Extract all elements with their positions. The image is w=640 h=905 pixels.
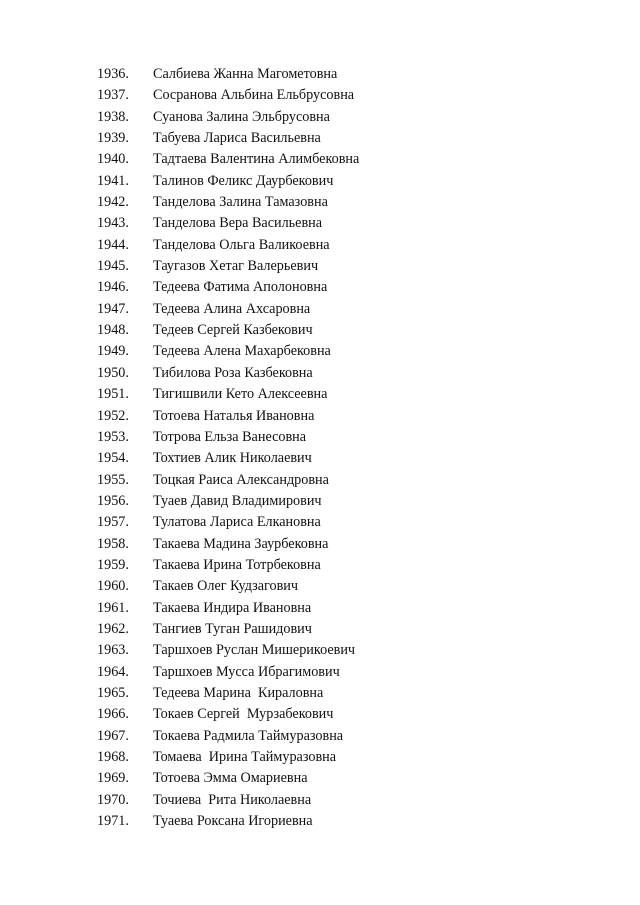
entry-number: 1968. bbox=[97, 749, 129, 765]
entry-number: 1945. bbox=[97, 258, 129, 275]
entry-number: 1937. bbox=[97, 87, 129, 104]
entry-number: 1963. bbox=[97, 642, 129, 659]
entry-number: 1964. bbox=[97, 663, 129, 680]
list-item bbox=[97, 128, 359, 149]
entry-number: 1956. bbox=[97, 492, 129, 509]
entry-number: 1954. bbox=[97, 450, 129, 467]
entry-name: Тигишвили Кето Алексеевна bbox=[153, 386, 328, 403]
list-item bbox=[97, 64, 359, 85]
list-item bbox=[97, 683, 359, 704]
entry-name: Танделова Залина Тамазовна bbox=[153, 194, 328, 211]
entry-name: Таршхоев Мусса Ибрагимович bbox=[153, 663, 340, 680]
entry-number: 1959. bbox=[97, 556, 129, 573]
entry-name: Таршхоев Руслан Мишерикоевич bbox=[153, 642, 356, 659]
entry-number: 1941. bbox=[97, 172, 129, 189]
list-item bbox=[97, 619, 359, 640]
list-item bbox=[97, 85, 359, 106]
list-item bbox=[97, 427, 359, 448]
entry-name: Сосранова Альбина Ельбрусовна bbox=[153, 87, 355, 104]
entry-number: 1955. bbox=[97, 471, 129, 488]
entry-number: 1948. bbox=[97, 322, 129, 339]
entry-name: Таугазов Хетаг Валерьевич bbox=[153, 258, 319, 275]
entry-number: 1943. bbox=[97, 215, 129, 232]
list-item bbox=[97, 640, 359, 661]
list-item bbox=[97, 149, 359, 170]
entry-name: Тангиев Туган Рашидович bbox=[153, 620, 312, 637]
list-item bbox=[97, 768, 359, 789]
list-item bbox=[97, 341, 359, 362]
entry-name: Танделова Вера Васильевна bbox=[153, 215, 323, 232]
list-item bbox=[97, 662, 359, 683]
list-item bbox=[97, 213, 359, 234]
list-item bbox=[97, 192, 359, 213]
entry-number: 1969. bbox=[97, 770, 129, 787]
entry-name: Салбиева Жанна Магометовна bbox=[153, 66, 338, 82]
list-item bbox=[97, 448, 359, 469]
list-item bbox=[97, 171, 359, 192]
entry-number: 1971. bbox=[97, 813, 129, 830]
list-item bbox=[97, 704, 359, 725]
entry-number: 1947. bbox=[97, 300, 129, 317]
list-item bbox=[97, 235, 359, 256]
entry-number: 1962. bbox=[97, 620, 129, 637]
entry-name: Тулатова Лариса Елкановна bbox=[153, 514, 321, 531]
entry-name: Туаева Роксана Игориевна bbox=[153, 813, 313, 830]
entry-number: 1946. bbox=[97, 279, 129, 296]
entry-name: Тотоева Наталья Ивановна bbox=[153, 407, 315, 424]
entry-name: Такаев Олег Кудзагович bbox=[153, 578, 298, 595]
entry-name: Такаева Индира Ивановна bbox=[153, 599, 312, 616]
entry-name: Талинов Феликс Даурбекович bbox=[153, 172, 334, 189]
entry-number: 1960. bbox=[97, 578, 129, 595]
entry-name: Такаева Мадина Заурбековна bbox=[153, 535, 329, 552]
entry-name: Тедеева Марина Кираловна bbox=[153, 684, 324, 701]
entry-number: 1970. bbox=[97, 791, 129, 808]
list-item bbox=[97, 747, 359, 768]
entry-name: Тедеев Сергей Казбекович bbox=[153, 322, 313, 339]
entry-number: 1939. bbox=[97, 130, 129, 147]
list-item bbox=[97, 811, 359, 832]
entry-number: 1944. bbox=[97, 236, 129, 253]
list-item bbox=[97, 107, 359, 128]
entry-name: Тотоева Эмма Омариевна bbox=[153, 770, 308, 787]
entry-number: 1950. bbox=[97, 364, 129, 381]
entry-name: Тоцкая Раиса Александровна bbox=[153, 471, 329, 488]
entry-name: Точиева Рита Николаевна bbox=[153, 791, 312, 808]
entry-number: 1953. bbox=[97, 428, 129, 445]
list-item bbox=[97, 277, 359, 298]
entry-name: Туаев Давид Владимирович bbox=[153, 492, 322, 509]
list-item bbox=[97, 598, 359, 619]
numbered-name-list bbox=[97, 64, 359, 832]
entry-number: 1940. bbox=[97, 151, 129, 168]
list-item bbox=[97, 363, 359, 384]
list-item bbox=[97, 491, 359, 512]
entry-name: Тохтиев Алик Николаевич bbox=[153, 450, 312, 467]
entry-name: Токаева Радмила Таймуразовна bbox=[153, 727, 344, 744]
entry-name: Тедеева Алина Ахсаровна bbox=[153, 300, 311, 317]
entry-name: Томаева Ирина Таймуразовна bbox=[153, 749, 337, 765]
list-item bbox=[97, 555, 359, 576]
entry-name: Токаев Сергей Мурзабекович bbox=[153, 706, 334, 723]
entry-number: 1942. bbox=[97, 194, 129, 211]
entry-name: Такаева Ирина Тотрбековна bbox=[153, 556, 321, 573]
list-item bbox=[97, 299, 359, 320]
entry-name: Тотрова Ельза Ванесовна bbox=[153, 428, 307, 445]
list-item bbox=[97, 406, 359, 427]
entry-name: Тибилова Роза Казбековна bbox=[153, 364, 313, 381]
entry-number: 1938. bbox=[97, 108, 129, 125]
entry-number: 1949. bbox=[97, 343, 129, 360]
list-item bbox=[97, 384, 359, 405]
entry-name: Суанова Залина Эльбрусовна bbox=[153, 108, 330, 125]
entry-number: 1936. bbox=[97, 66, 129, 82]
entry-name: Табуева Лариса Васильевна bbox=[153, 130, 321, 147]
list-item bbox=[97, 534, 359, 555]
entry-number: 1967. bbox=[97, 727, 129, 744]
list-item bbox=[97, 576, 359, 597]
list-item bbox=[97, 790, 359, 811]
entry-name: Тедеева Фатима Аполоновна bbox=[153, 279, 328, 296]
list-item bbox=[97, 320, 359, 341]
entry-number: 1958. bbox=[97, 535, 129, 552]
entry-name: Тадтаева Валентина Алимбековна bbox=[153, 151, 360, 168]
entry-number: 1961. bbox=[97, 599, 129, 616]
entry-number: 1957. bbox=[97, 514, 129, 531]
entry-number: 1952. bbox=[97, 407, 129, 424]
entry-number: 1966. bbox=[97, 706, 129, 723]
list-item bbox=[97, 512, 359, 533]
list-item bbox=[97, 256, 359, 277]
entry-number: 1965. bbox=[97, 684, 129, 701]
entry-name: Тедеева Алена Махарбековна bbox=[153, 343, 331, 360]
list-item bbox=[97, 470, 359, 491]
list-item bbox=[97, 726, 359, 747]
entry-number: 1951. bbox=[97, 386, 129, 403]
entry-name: Танделова Ольга Валикоевна bbox=[153, 236, 330, 253]
